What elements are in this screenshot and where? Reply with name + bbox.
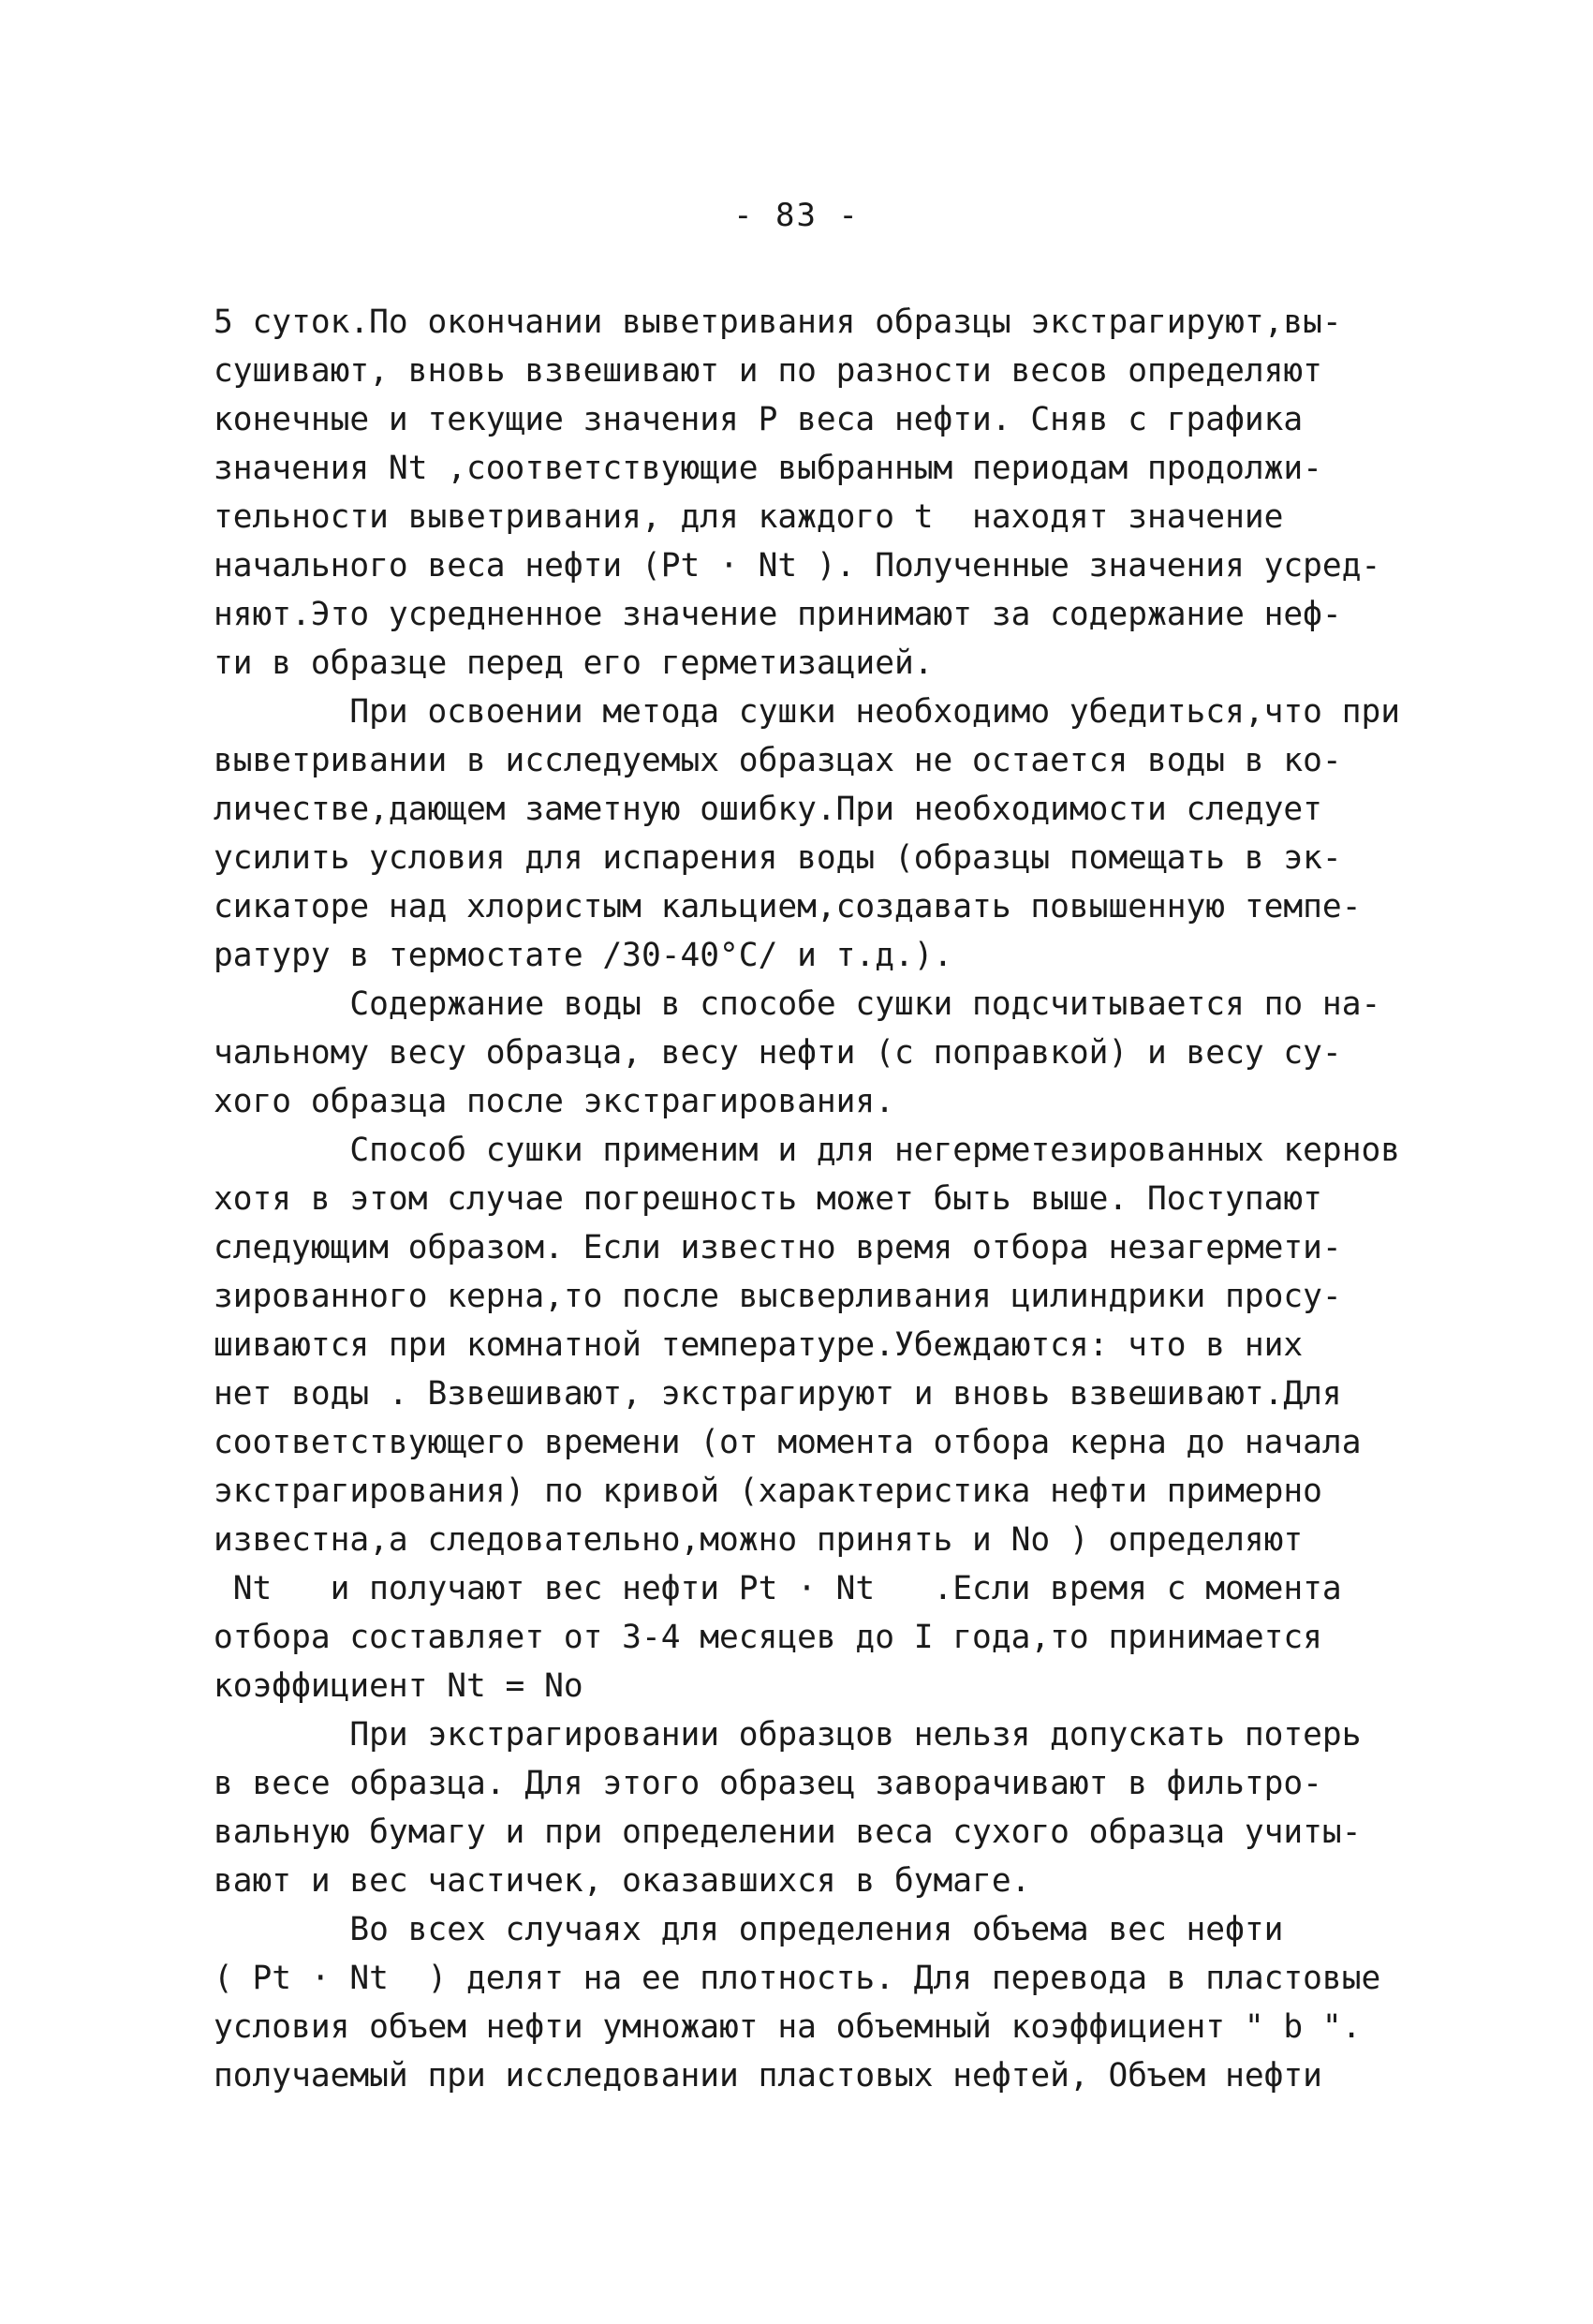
text-line: сикаторе над хлористым кальцием,создавать повышенную темпе- xyxy=(214,888,1362,925)
text-line: вальную бумагу и при определении веса сухого образца учиты- xyxy=(214,1813,1362,1851)
text-line: зированного керна,то после высверливания цилиндрики просу- xyxy=(214,1278,1342,1315)
text-line: в весе образца. Для этого образец заворачивают в фильтро- xyxy=(214,1765,1322,1802)
text-line: няют.Это усредненное значение принимают за содержание неф- xyxy=(214,596,1342,633)
text-line: соответствующего времени (от момента отбора керна до начала xyxy=(214,1424,1362,1461)
text-line: Содержание воды в способе сушки подсчитывается по на- xyxy=(214,985,1381,1023)
text-line: выветривании в исследуемых образцах не остается воды в ко- xyxy=(214,742,1342,779)
text-line: известна,а следовательно,можно принять и No ) определяют xyxy=(214,1521,1304,1559)
text-line: усилить условия для испарения воды (образцы помещать в эк- xyxy=(214,839,1342,877)
text-line: сушивают, вновь взвешивают и по разности весов определяют xyxy=(214,352,1322,390)
text-line: коэффициент Nt = No xyxy=(214,1667,583,1705)
text-line: личестве,дающем заметную ошибку.При необходимости следует xyxy=(214,791,1322,828)
text-line: чальному весу образца, весу нефти (с поправкой) и весу су- xyxy=(214,1034,1342,1072)
text-line: хого образца после экстрагирования. xyxy=(214,1083,894,1120)
page-number: - 83 - xyxy=(733,197,860,234)
text-line: Способ сушки применим и для негерметезированных кернов xyxy=(214,1132,1401,1169)
text-line: Nt и получают вес нефти Pt · Nt .Если время с момента xyxy=(214,1570,1342,1607)
text-line: При освоении метода сушки необходимо убедиться,что при xyxy=(214,693,1401,731)
text-line: следующим образом. Если известно время отбора незагермети- xyxy=(214,1229,1342,1266)
text-line: ( Pt · Nt ) делят на ее плотность. Для перевода в пластовые xyxy=(214,1960,1381,1997)
text-line: хотя в этом случае погрешность может быть выше. Поступают xyxy=(214,1180,1322,1218)
text-line: конечные и текущие значения Р веса нефти. Сняв с графика xyxy=(214,401,1304,438)
text-line: экстрагирования) по кривой (характеристика нефти примерно xyxy=(214,1473,1322,1510)
text-line: При экстрагировании образцов нельзя допускать потерь xyxy=(214,1716,1362,1754)
text-line: 5 суток.По окончании выветривания образцы экстрагируют,вы- xyxy=(214,303,1342,341)
text-line: значения Nt ,соответствующие выбранным периодам продолжи- xyxy=(214,450,1322,487)
document-body xyxy=(214,298,1422,2100)
text-line: вают и вес частичек, оказавшихся в бумаге. xyxy=(214,1862,1031,1900)
text-line: шиваются при комнатной температуре.Убеждаются: что в них xyxy=(214,1326,1304,1364)
text-line: получаемый при исследовании пластовых нефтей, Объем нефти xyxy=(214,2057,1322,2095)
text-line: нет воды . Взвешивают, экстрагируют и вновь взвешивают.Для xyxy=(214,1375,1342,1413)
text-line: Во всех случаях для определения объема вес нефти xyxy=(214,1911,1284,1948)
text-line: отбора составляет от 3-4 месяцев до I года,то принимается xyxy=(214,1619,1322,1656)
text-line: начального веса нефти (Pt · Nt ). Полученные значения усред- xyxy=(214,547,1381,585)
text-line: ратуру в термостате /30-40°С/ и т.д.). xyxy=(214,937,953,974)
text-line: тельности выветривания, для каждого t находят значение xyxy=(214,498,1284,536)
text-line: ти в образце перед его герметизацией. xyxy=(214,644,934,682)
text-line: условия объем нефти умножают на объемный коэффициент " b ". xyxy=(214,2008,1362,2046)
